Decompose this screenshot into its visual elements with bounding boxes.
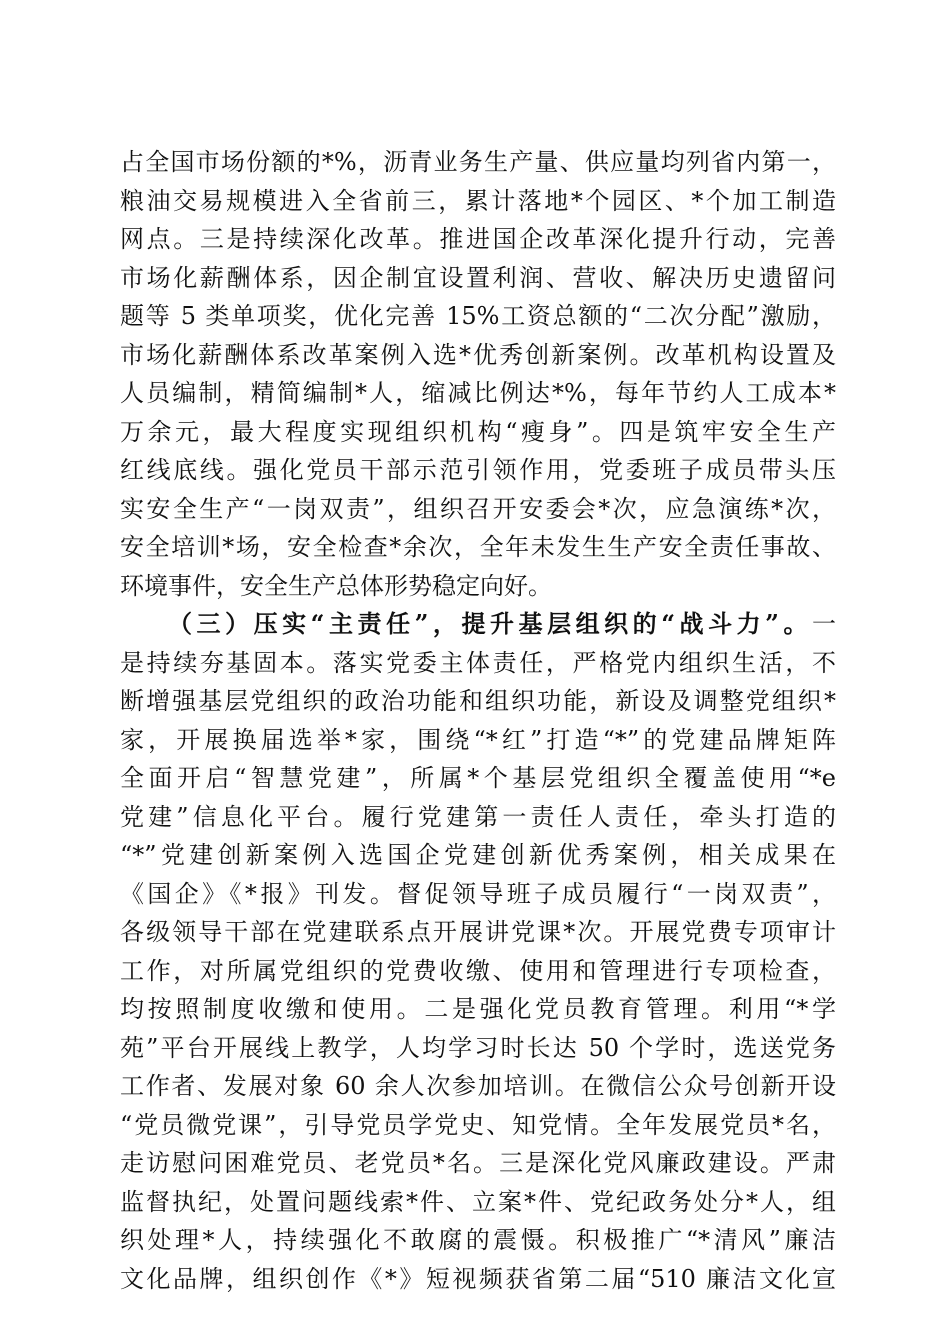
text-line: 题等 5 类单项奖，优化完善 15%工资总额的“二次分配”激励， <box>120 302 836 330</box>
section-heading-line <box>120 605 836 644</box>
text-line: 市场化薪酬体系改革案例入选*优秀创新案例。改革机构设置及 <box>120 340 836 369</box>
text-line: 全面开启“智慧党建”，所属*个基层党组织全覆盖使用“*e <box>120 764 836 792</box>
text-line: 人员编制，精简编制*人，缩减比例达*%，每年节约人工成本* <box>120 379 836 407</box>
text-line: 工作，对所属党组织的党费收缴、使用和管理进行专项检查， <box>120 956 836 985</box>
heading-line-tail: 一 <box>812 610 836 638</box>
text-line: 环境事件，安全生产总体形势稳定向好。 <box>120 571 552 600</box>
text-line: 红线底线。强化党员干部示范引领作用，党委班子成员带头压 <box>120 456 836 484</box>
text-line: 走访慰问困难党员、老党员*名。三是深化党风廉政建设。严肃 <box>120 1149 836 1177</box>
text-line: 占全国市场份额的*%，沥青业务生产量、供应量均列省内第一， <box>120 148 836 176</box>
text-line: “*”党建创新案例入选国企党建创新优秀案例，相关成果在 <box>120 841 836 869</box>
text-line: 市场化薪酬体系，因企制宜设置利润、营收、解决历史遗留问 <box>120 263 836 292</box>
text-line: 织处理*人，持续强化不敢腐的震慑。积极推广“*清风”廉洁 <box>120 1226 836 1254</box>
text-line: 各级领导干部在党建联系点开展讲党课*次。开展党费专项审计 <box>120 918 836 946</box>
document-body <box>120 143 836 1298</box>
text-line: 监督执纪，处置问题线索*件、立案*件、党纪政务处分*人，组 <box>120 1187 836 1216</box>
text-line: 文化品牌，组织创作《*》短视频获省第二届“510 廉洁文化宣 <box>120 1264 836 1293</box>
text-line: 是持续夯基固本。落实党委主体责任，严格党内组织生活，不 <box>120 648 836 677</box>
text-line: 工作者、发展对象 60 余人次参加培训。在微信公众号创新开设 <box>120 1072 836 1100</box>
text-line: 《国企》《*报》刊发。督促领导班子成员履行“一岗双责”， <box>120 879 836 908</box>
text-line: “党员微党课”，引导党员学党史、知党情。全年发展党员*名， <box>120 1110 836 1139</box>
text-line: 网点。三是持续深化改革。推进国企改革深化提升行动，完善 <box>120 225 836 253</box>
text-line: 万余元，最大程度实现组织机构“瘦身”。四是筑牢安全生产 <box>120 417 836 446</box>
text-line: 党建”信息化平台。履行党建第一责任人责任，牵头打造的 <box>120 802 836 831</box>
text-line: 均按照制度收缴和使用。二是强化党员教育管理。利用“*学 <box>120 995 836 1023</box>
text-line: 实安全生产“一岗双责”，组织召开安委会*次，应急演练*次， <box>120 494 836 523</box>
text-line: 安全培训*场，安全检查*余次，全年未发生生产安全责任事故、 <box>120 533 836 561</box>
text-line: 粮油交易规模进入全省前三，累计落地*个园区、*个加工制造 <box>120 186 836 215</box>
text-line: 家，开展换届选举*家，围绕“*红”打造“*”的党建品牌矩阵 <box>120 725 836 754</box>
text-line: 苑”平台开展线上教学，人均学习时长达 50 个学时，选送党务 <box>120 1033 836 1062</box>
section-heading: （三）压实“主责任”，提升基层组织的“战斗力”。 <box>168 609 812 638</box>
text-line: 断增强基层党组织的政治功能和组织功能，新设及调整党组织* <box>120 687 836 715</box>
